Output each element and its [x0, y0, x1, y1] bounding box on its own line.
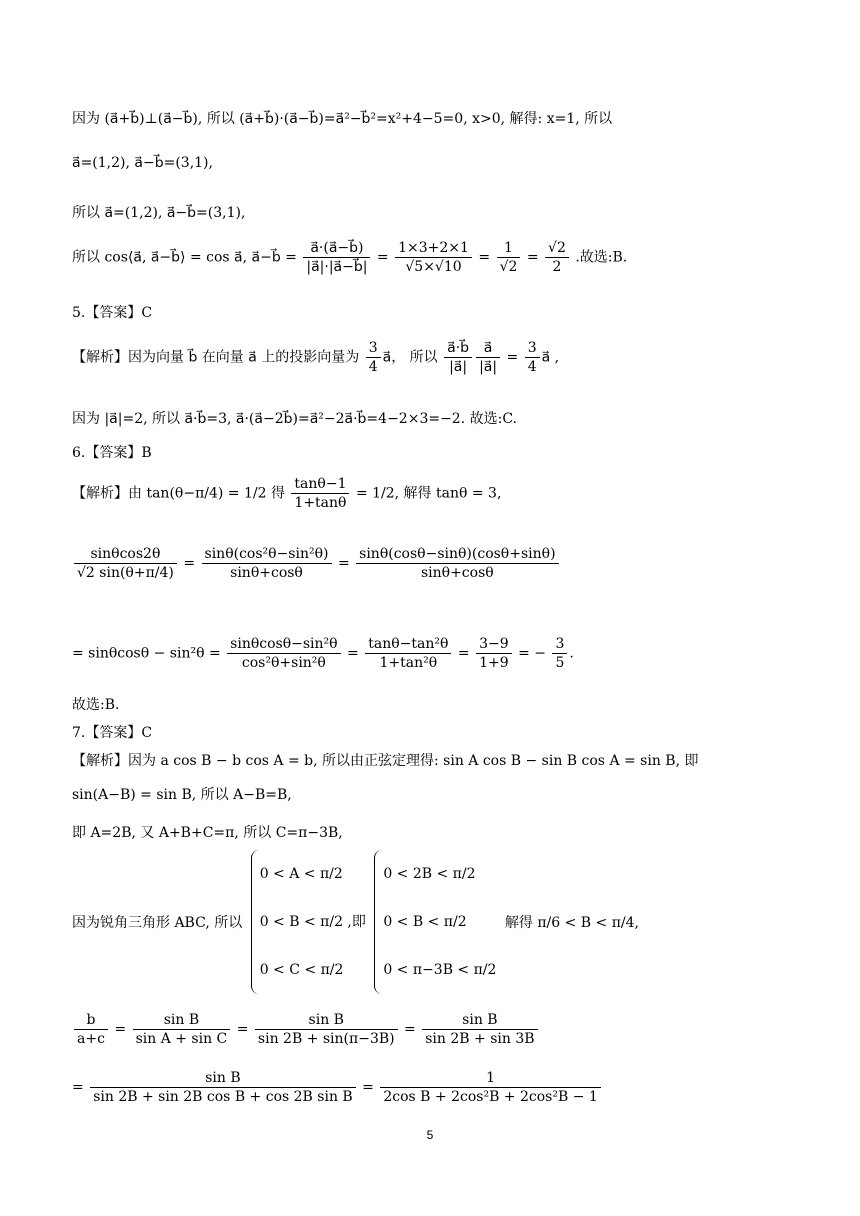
fraction: $\frac{\text{sinθcosθ−sin²θ}}{\text{cos²θ+sin²θ}}$ — [227, 636, 340, 671]
page-number: 5 — [426, 1128, 434, 1142]
answer-label: 5.【答案】C — [72, 305, 153, 321]
fraction: $\frac{a⃗}{|a⃗|}$ — [476, 340, 500, 375]
formula-line: = sinθcosθ − sin²θ = $\frac{\text{sinθcosθ−sin²θ}}{\text{cos²θ+sin²θ}}$ = $\frac{\text{tanθ−tan²θ}}{\text{1+tan²θ}}$ = $\frac{3-9}{1+9}$ = − $\frac{3}{5}$ . — [72, 636, 574, 671]
fraction: $\frac{√2}{2}$ — [545, 240, 569, 275]
text-line: 故选:B. — [72, 697, 120, 713]
fraction: $\frac{3-9}{1+9}$ — [476, 636, 512, 671]
fraction: $\frac{\text{sin B}}{\text{sin A + sin C}}$ — [133, 1012, 231, 1047]
fraction: $\frac{a⃗\cdot b⃗}{|a⃗|}$ — [444, 340, 472, 375]
formula-line: 【解析】由 tan(θ−π/4) = 1/2 得 $\frac{\tan\theta-1}{1+\tan\theta}$ = 1/2, 解得 tanθ = 3, — [72, 476, 502, 511]
fraction: $\frac{b}{a+c}$ — [74, 1012, 108, 1047]
formula-line: 【解析】因为向量 b⃗ 在向量 a⃗ 上的投影向量为 $\frac{3}{4}$ a⃗， 所以 $\frac{a⃗\cdot b⃗}{|a⃗|}$ $\frac{a⃗}{|a⃗|}$ = $\frac{3}{4}$ a⃗ , — [72, 340, 560, 375]
formula-line: 所以 cos⟨a⃗, a⃗−b⃗⟩ = cos a⃗, a⃗−b⃗ = $\frac{a⃗\cdot(a⃗-b⃗)}{|a⃗|\cdot|a⃗-b⃗|}$ = $\frac{1\times 3+2\times 1}{√5\times√10}$ = $\frac{1}{√2}$ = $\frac{√2}{2}$ .故选:B. — [72, 240, 628, 275]
fraction: $\frac{\text{sin B}}{\sin 2B + \sin(\pi-3B)}$ — [255, 1012, 398, 1047]
formula-line: $\frac{\sin\theta\cos 2\theta}{√2 \sin(\theta+\pi/4)}$ = $\frac{\text{sinθ(cos²θ−sin²θ)}}{\sin\theta+\cos\theta}$ = $\frac{\sin\theta(\cos\theta-\sin\theta)(\cos\theta+\sin\theta)}{\sin\theta+\cos\theta}$ — [72, 546, 561, 581]
fraction: $\frac{\sin\theta\cos 2\theta}{√2 \sin(\theta+\pi/4)}$ — [74, 546, 177, 581]
text-line: 即 A=2B, 又 A+B+C=π, 所以 C=π−3B, — [72, 825, 343, 841]
text-segment: 【解析】因为向量 b⃗ 在向量 a⃗ 上的投影向量为 — [72, 349, 360, 366]
formula-line: = $\frac{\text{sin B}}{\text{sin 2B + sin 2B cos B + cos 2B sin B}}$ = $\frac{1}{\text{2cos B + 2cos²B + 2cos²B − 1}}$ — [72, 1070, 603, 1105]
fraction: $\frac{3}{4}$ — [525, 340, 540, 375]
text-segment: .故选:B. — [575, 249, 628, 266]
formula-line: $\frac{b}{a+c}$ = $\frac{\text{sin B}}{\text{sin A + sin C}}$ = $\frac{\text{sin B}}{\sin 2B + \sin(\pi-3B)}$ = $\frac{\text{sin B}}{\sin 2B + \sin 3B}$ — [72, 1012, 540, 1047]
system-line: 因为锐角三角形 ABC, 所以 0 < A < π/2 0 < B < π/2 0 < C < π/2 ,即 0 < 2B < π/2 0 < B < π/2 0 < π−3B < π/2 解得 π/6 < B < π/4, — [72, 850, 639, 994]
fraction: $\frac{1}{\text{2cos B + 2cos²B + 2cos²B − 1}}$ — [380, 1070, 600, 1105]
fraction: $\frac{\text{tanθ−tan²θ}}{\text{1+tan²θ}}$ — [365, 636, 451, 671]
fraction: $\frac{\text{sinθ(cos²θ−sin²θ)}}{\sin\theta+\cos\theta}$ — [202, 546, 332, 581]
text-segment: 所以 cos⟨a⃗, a⃗−b⃗⟩ = cos a⃗, a⃗−b⃗ = — [72, 249, 297, 266]
inequality-system: 0 < A < π/2 0 < B < π/2 0 < C < π/2 — [251, 850, 344, 994]
fraction: $\frac{a⃗\cdot(a⃗-b⃗)}{|a⃗|\cdot|a⃗-b⃗|}$ — [303, 240, 370, 275]
fraction: $\frac{\sin\theta(\cos\theta-\sin\theta)(\cos\theta+\sin\theta)}{\sin\theta+\cos\theta}$ — [356, 546, 558, 581]
fraction: $\frac{\text{sin B}}{\text{sin 2B + sin 2B cos B + cos 2B sin B}}$ — [90, 1070, 356, 1105]
answer-label: 6.【答案】B — [72, 445, 152, 461]
fraction: $\frac{3}{5}$ — [552, 636, 567, 671]
answer-label: 7.【答案】C — [72, 725, 153, 741]
text-line: 因为 (a⃗+b⃗)⊥(a⃗−b⃗), 所以 (a⃗+b⃗)·(a⃗−b⃗)=a⃗²−b⃗²=x²+4−5=0, x>0, 解得: x=1, 所以 — [72, 111, 613, 127]
text-line: sin(A−B) = sin B, 所以 A−B=B, — [72, 787, 292, 803]
fraction: $\frac{1\times 3+2\times 1}{√5\times√10}$ — [395, 240, 472, 275]
text-line: 所以 a⃗=(1,2), a⃗−b⃗=(3,1), — [72, 205, 246, 221]
fraction: $\frac{\tan\theta-1}{1+\tan\theta}$ — [291, 476, 349, 511]
text-line: a⃗=(1,2), a⃗−b⃗=(3,1), — [72, 155, 213, 171]
fraction: $\frac{\text{sin B}}{\sin 2B + \sin 3B}$ — [422, 1012, 537, 1047]
text-line: 因为 |a⃗|=2, 所以 a⃗·b⃗=3, a⃗·(a⃗−2b⃗)=a⃗²−2a⃗·b⃗=4−2×3=−2. 故选:C. — [72, 411, 517, 427]
fraction: $\frac{3}{4}$ — [366, 340, 381, 375]
fraction: $\frac{1}{√2}$ — [497, 240, 521, 275]
text-line: 【解析】因为 a cos B − b cos A = b, 所以由正弦定理得: sin A cos B − sin B cos A = sin B, 即 — [72, 753, 699, 769]
inequality-system: 0 < 2B < π/2 0 < B < π/2 0 < π−3B < π/2 — [374, 850, 496, 994]
